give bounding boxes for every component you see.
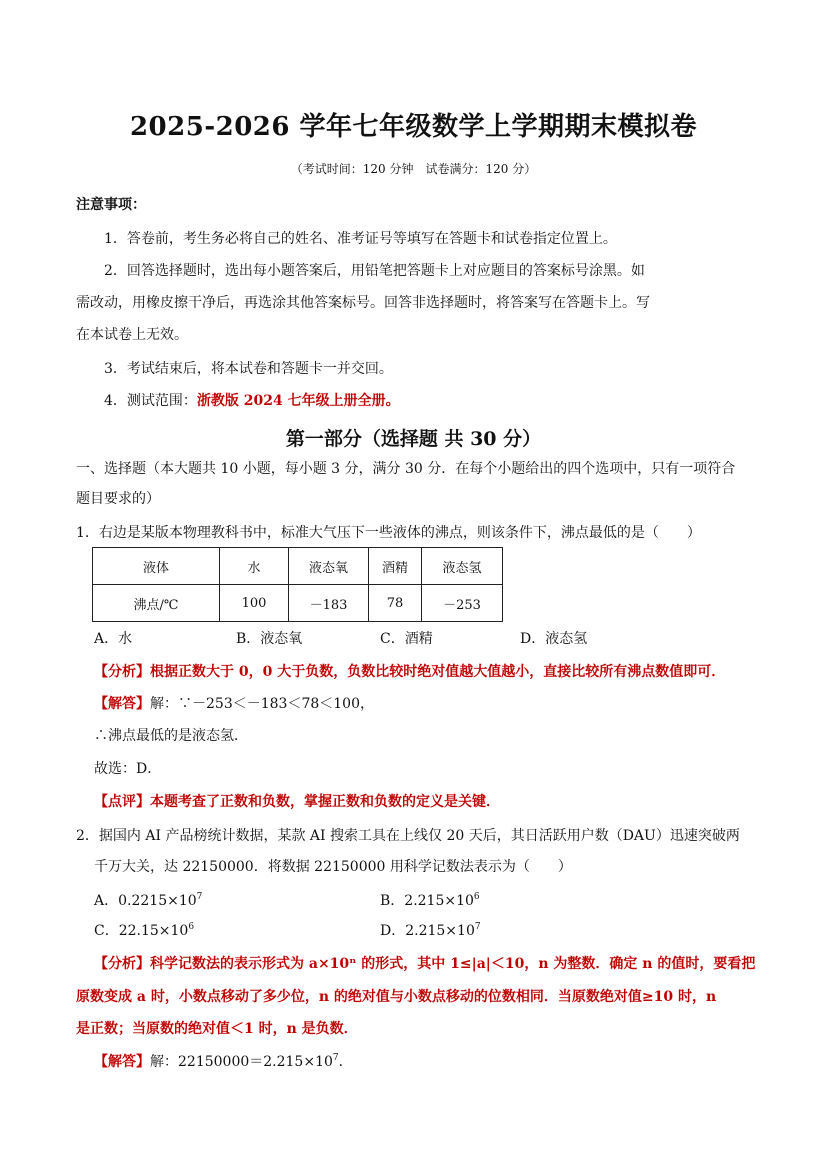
q1-conclusion: ∴沸点最低的是液态氢．	[94, 728, 248, 744]
boiling-point-table	[92, 547, 503, 622]
q1-answer	[94, 693, 374, 713]
test-range: 浙教版 2024 七年级上册全册。	[196, 393, 400, 409]
table-cell: 100	[220, 585, 289, 622]
table-row	[93, 585, 503, 622]
q2-option-a	[94, 890, 202, 910]
q2-option-c	[94, 920, 194, 940]
analysis-label: 【分析】	[94, 664, 150, 680]
q1-analysis	[94, 661, 725, 681]
analysis-label: 【分析】	[94, 956, 150, 972]
option-text: D．2.215×10	[380, 923, 475, 939]
option-a: A．水	[94, 631, 133, 647]
option-text: B．2.215×10	[380, 893, 474, 909]
q2-analysis-line-2: 原数变成 a 时，小数点移动了多少位，n 的绝对值与小数点移动的位数相同．当原数绝对值≥10 时，n	[76, 989, 717, 1005]
table-cell: －253	[422, 585, 503, 622]
page-title: 2025-2026 学年七年级数学上学期期末模拟卷	[129, 112, 698, 142]
notice-heading: 注意事项：	[76, 197, 146, 213]
table-cell: 液态氧	[289, 548, 369, 585]
notice-item-2-line-2: 需改动，用橡皮擦干净后，再选涂其他答案标号。回答非选择题时，将答案写在答题卡上。写	[76, 295, 650, 311]
table-cell: 水	[220, 548, 289, 585]
comment-text: 本题考查了正数和负数，掌握正数和负数的定义是关键．	[150, 794, 500, 810]
option-c: C．酒精	[380, 631, 433, 647]
option-text: A．0.2215×10	[94, 893, 197, 909]
section-title: 第一部分（选择题 共 30 分）	[285, 428, 542, 450]
analysis-text: 根据正数大于 0，0 大于负数，负数比较时绝对值越大值越小，直接比较所有沸点数值即可．	[150, 664, 726, 680]
q2-option-d	[380, 920, 481, 940]
q1-comment	[94, 791, 500, 811]
section-intro-line-1: 一、选择题（本大题共 10 小题，每小题 3 分，满分 30 分．在每个小题给出的四个选项中，只有一项符合	[76, 461, 736, 477]
q2-analysis-line-1	[94, 953, 755, 973]
table-cell: －183	[289, 585, 369, 622]
q2-analysis-line-3: 是正数；当原数的绝对值＜1 时，n 是负数．	[76, 1021, 358, 1037]
table-cell: 沸点/℃	[93, 585, 220, 622]
option-text: C．22.15×10	[94, 923, 189, 939]
q2-option-b	[380, 890, 480, 910]
q1-choose: 故选：D．	[94, 761, 162, 777]
answer-text: 解：22150000＝2.215×10	[150, 1054, 333, 1070]
comment-label: 【点评】	[94, 794, 150, 810]
question-1-stem: 1．右边是某版本物理教科书中，标准大气压下一些液体的沸点，则该条件下，沸点最低的是（ ）	[76, 525, 701, 541]
table-cell: 液态氢	[422, 548, 503, 585]
notice-item-1: 1．答卷前，考生务必将自己的姓名、准考证号等填写在答题卡和试卷指定位置上。	[104, 231, 617, 247]
answer-text: 解：∵－253＜－183＜78＜100，	[150, 696, 374, 712]
exponent: 6	[473, 892, 480, 902]
table-cell: 液体	[93, 548, 220, 585]
option-d: D．液态氢	[520, 631, 588, 647]
notice-item-4-prefix: 4．测试范围：	[104, 393, 197, 409]
option-b: B．液态氧	[236, 631, 303, 647]
table-row	[93, 548, 503, 585]
question-2-stem-line-2: 千万大关，达 22150000．将数据 22150000 用科学记数法表示为（ ）	[94, 859, 572, 875]
question-2-stem-line-1: 2．据国内 AI 产品榜统计数据，某款 AI 搜索工具在上线仅 20 天后，其日活跃用户数（DAU）迅速突破两	[76, 828, 740, 844]
section-intro-line-2: 题目要求的）	[76, 491, 160, 507]
answer-label: 【解答】	[94, 1054, 150, 1070]
answer-label: 【解答】	[94, 696, 150, 712]
answer-end: ．	[338, 1054, 353, 1070]
exponent: 6	[188, 922, 195, 932]
analysis-text: 科学记数法的表示形式为 a×10ⁿ 的形式，其中 1≤|a|＜10，n 为整数．确定 n 的值时，要看把	[150, 956, 756, 972]
notice-item-2-line-1: 2．回答选择题时，选出每小题答案后，用铅笔把答题卡上对应题目的答案标号涂黑。如	[104, 263, 645, 279]
exam-info: （考试时间：120 分钟 试卷满分：120 分）	[290, 162, 537, 176]
table-cell: 78	[369, 585, 422, 622]
notice-item-4	[104, 390, 400, 410]
q2-answer	[94, 1051, 353, 1071]
notice-item-3: 3．考试结束后，将本试卷和答题卡一并交回。	[104, 361, 393, 377]
table-cell: 酒精	[369, 548, 422, 585]
exponent: 7	[196, 892, 203, 902]
exponent: 7	[332, 1053, 339, 1063]
exponent: 7	[474, 922, 481, 932]
notice-item-2-line-3: 在本试卷上无效。	[76, 327, 188, 343]
